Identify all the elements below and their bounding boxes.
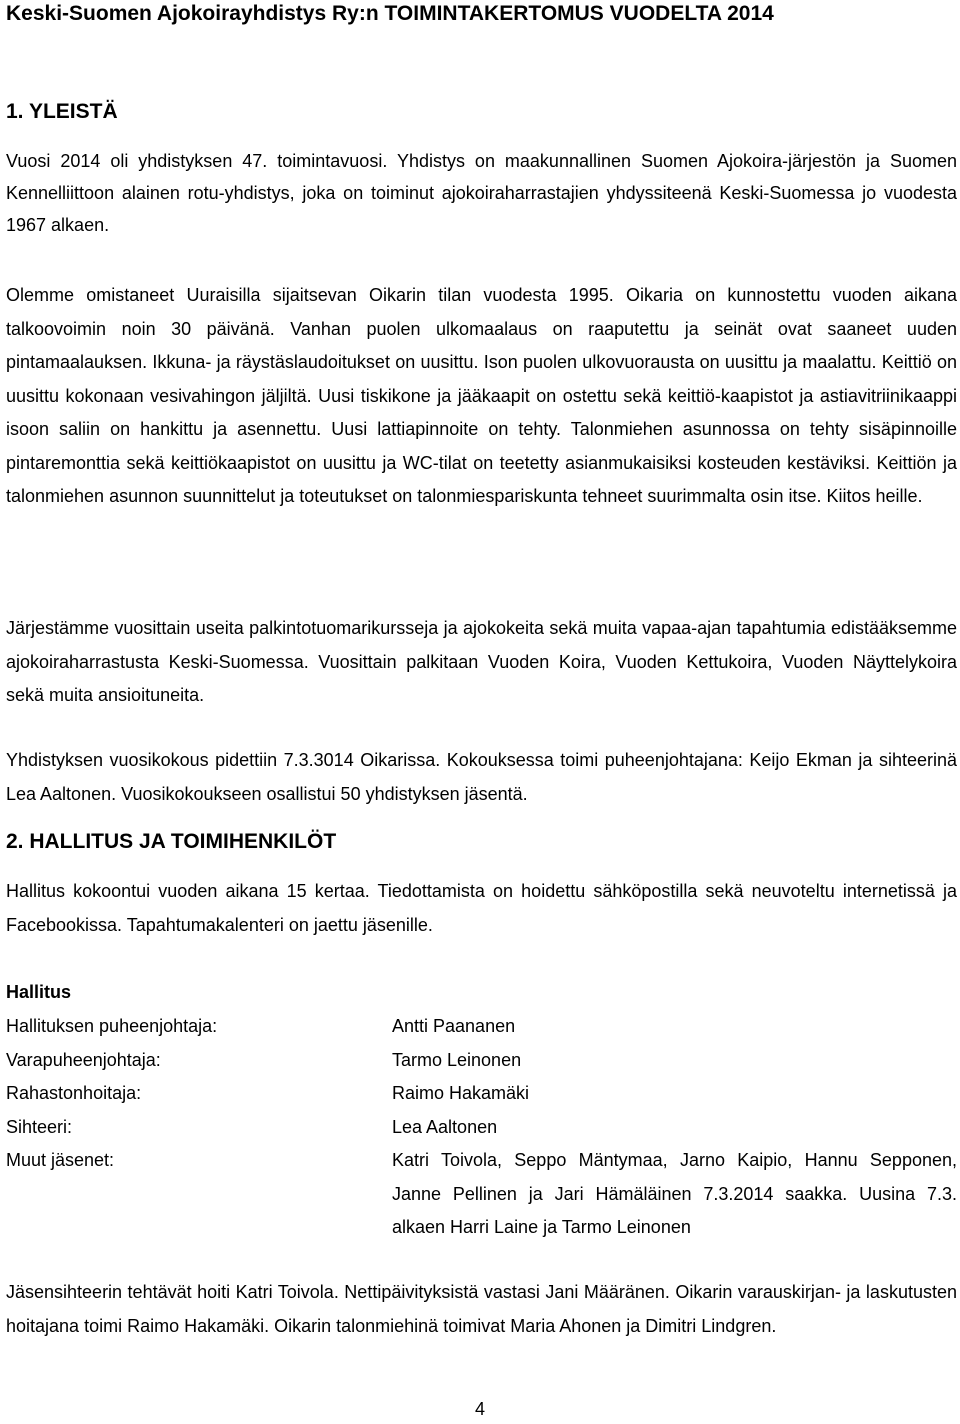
section-2-heading: 2. HALLITUS JA TOIMIHENKILÖT [6,830,337,853]
section-1-heading: 1. YLEISTÄ [6,100,118,123]
board-member-name: Tarmo Leinonen [392,1049,522,1070]
board-heading: Hallitus [6,982,72,1002]
board-member-name: Lea Aaltonen [392,1116,498,1137]
board-row [6,1111,957,1145]
board-row [6,1044,957,1078]
board-member-name: Antti Paananen [392,1016,516,1036]
board-members-list [6,1010,957,1245]
paragraph-events: Järjestämme vuosittain useita palkintotuomarikursseja ja ajokokeita sekä muita vapaa-ajan tapahtumia edistääksemme ajokoiraharrastusta Keski-Suomessa. Vuosittain palkitaan Vuoden Koira, Vuoden Kettukoira, Vuoden Näyttelykoira sekä muita ansioituneita. [6,618,957,705]
page-number: 4 [474,1399,485,1419]
board-role: Rahastonhoitaja: [6,1083,142,1103]
board-role: Sihteeri: [6,1116,73,1137]
board-member-name: Raimo Hakamäki [392,1083,530,1103]
board-role: Hallituksen puheenjohtaja: [6,1016,218,1036]
paragraph-board-meetings: Hallitus kokoontui vuoden aikana 15 kertaa. Tiedottamista on hoidettu sähköpostilla sekä neuvoteltu internetissä ja Facebookissa. Tapahtumakalenteri on jaettu jäsenille. [6,881,957,935]
board-row [6,1144,957,1245]
document-title: Keski-Suomen Ajokoirayhdistys Ry:n TOIMINTAKERTOMUS VUODELTA 2014 [6,2,774,25]
paragraph-officials: Jäsensihteerin tehtävät hoiti Katri Toivola. Nettipäivityksistä vastasi Jani Määränen. Oikarin varauskirjan- ja laskutusten hoitajana toimi Raimo Hakamäki. Oikarin talonmiehinä toimivat Maria Ahonen ja Dimitri Lindgren. [6,1282,957,1336]
board-role: Varapuheenjohtaja: [6,1049,161,1070]
board-row [6,1077,957,1111]
paragraph-annual-meeting: Yhdistyksen vuosikokous pidettiin 7.3.3014 Oikarissa. Kokouksessa toimi puheenjohtajana: Keijo Ekman ja sihteerinä Lea Aaltonen. Vuosikokoukseen osallistui 50 yhdistyksen jäsentä. [6,750,957,804]
paragraph-oikari-renovation: Olemme omistaneet Uuraisilla sijaitsevan Oikarin tilan vuodesta 1995. Oikaria on kunnostettu vuoden aikana talkoovoimin noin 30 päivänä. Vanhan puolen ulkomaalaus on raaputettu ja seinät ovat saaneet uuden pintamaalauksen. Ikkuna- ja räystäslaudoitukset on uusittu. Ison puolen ulkovuorausta on uusittu ja maalattu. Keittiö on uusittu kokonaan vesivahingon jäljiltä. Uusi tiskikone ja jääkaapit on ostettu sekä keittiö-kaapistot ja astiavitriinikaappi isoon saliin on hankittu ja asennettu. Uusi lattiapinnoite on tehty. Talonmiehen asunnossa on tehty sisäpinnoille pintaremonttia sekä keittiökaapistot on uusittu ja WC-tilat on teetetty asianmukaisiksi kosteuden kestäviksi. Keittiön ja talonmiehen asunnon suunnittelut ja toteutukset on talonmiespariskunta tehneet suurimmalta osin itse. Kiitos heille. [6,285,957,506]
paragraph-general-intro: Vuosi 2014 oli yhdistyksen 47. toimintavuosi. Yhdistys on maakunnallinen Suomen Ajokoira-järjestön ja Suomen Kennelliittoon alainen rotu-yhdistys, joka on toiminut ajokoiraharrastajien yhdyssiteenä Keski-Suomessa jo vuodesta 1967 alkaen. [6,151,957,235]
board-role: Muut jäsenet: [6,1150,115,1170]
board-member-name: Katri Toivola, Seppo Mäntymaa, Jarno Kaipio, Hannu Sepponen, Janne Pellinen ja Jari Hämäläinen 7.3.2014 saakka. Uusina 7.3. alkaen Harri Laine ja Tarmo Leinonen [392,1150,957,1237]
board-row [6,1010,957,1044]
